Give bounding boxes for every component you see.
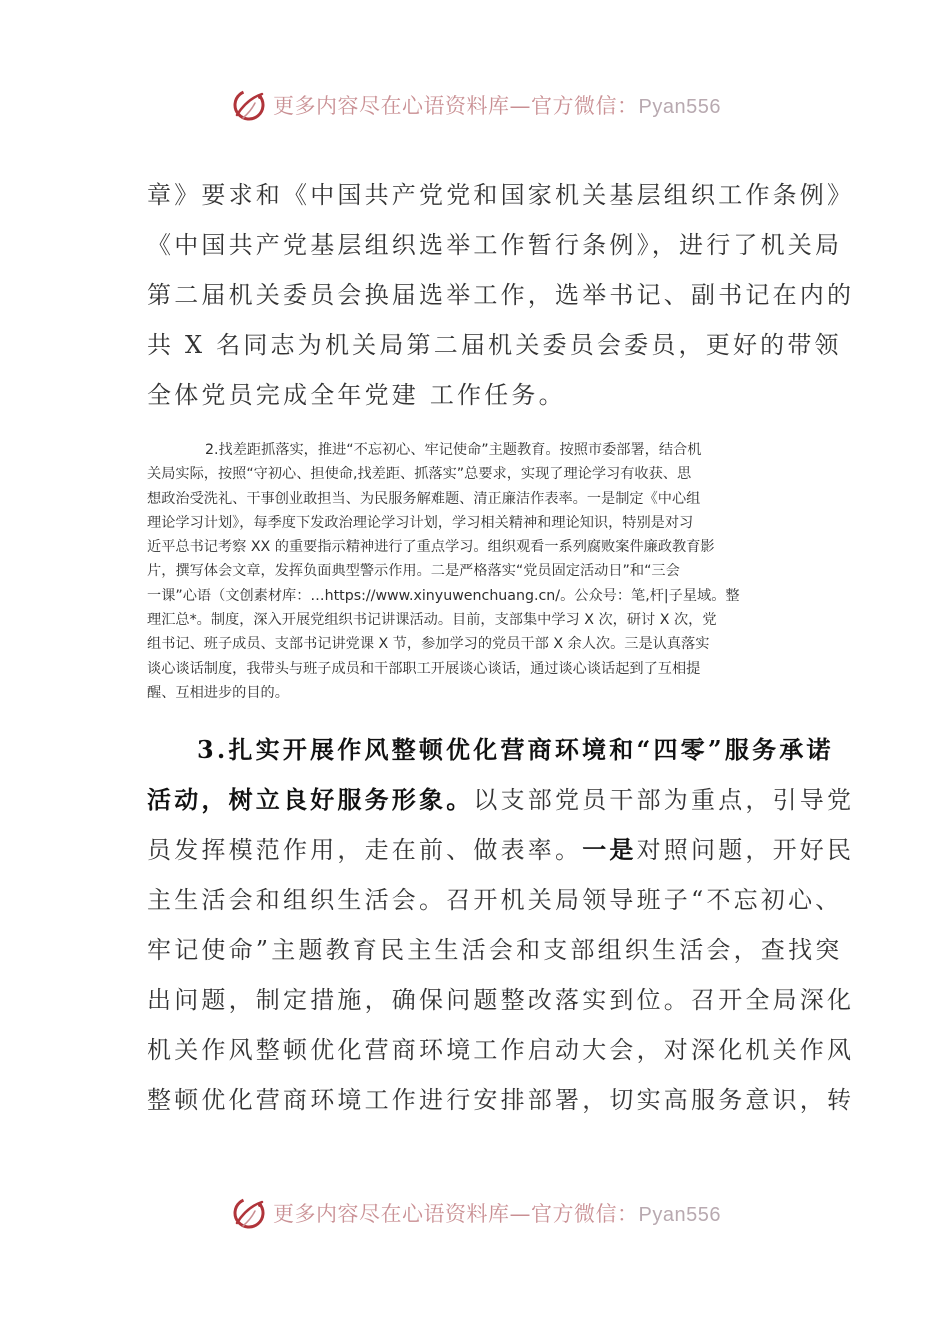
- section3-line: 整顿优化营商环境工作进行安排部署，切实高服务意识，转: [147, 1086, 855, 1114]
- section3-line: [147, 825, 855, 875]
- section2-line: 关局实际，按照“守初心、担使命,找差距、抓落实”总要求，实现了理论学习有收获、思: [147, 466, 692, 483]
- section3-paragraph: [147, 725, 855, 1125]
- section1-line: 章》要求和《中国共产党党和国家机关基层组织工作条例》: [147, 181, 855, 209]
- section2-line: 2.找差距抓落实，推进“不忘初心、牢记使命”主题教育。按照市委部署，结合机: [205, 442, 702, 458]
- section1-line: 全体党员完成全年党建 工作任务。: [147, 381, 566, 409]
- watermark-text: [273, 1198, 721, 1228]
- section2-line: 理论学习计划》，每季度下发政治理论学习计划，学习相关精神和理论知识，特别是对习: [147, 514, 694, 531]
- section2-line: 一课”心语（文创素材库：…https://www.xinyuwenchuang.cn/。公众号：笔,杆|子星域。整: [147, 587, 740, 604]
- section2-line: 醒、互相进步的目的。: [147, 684, 289, 701]
- section2-line: 理汇总*。制度，深入开展党组织书记讲课活动。目前，支部集中学习 X 次，研讨 X 次，党: [147, 612, 717, 629]
- section2-line: 组书记、班子成员、支部书记讲党课 X 节，参加学习的党员干部 X 余人次。三是认真落实: [147, 636, 710, 653]
- section2-line: 片，撰写体会文章，发挥负面典型警示作用。二是严格落实“党员固定活动日”和“三会: [147, 563, 680, 580]
- ink-brush-logo-icon: [229, 85, 269, 125]
- section3-line: 牢记使命”主题教育民主生活会和支部组织生活会，查找突: [147, 936, 843, 964]
- watermark-label: 更多内容尽在心语资料库—官方微信：: [273, 94, 639, 118]
- watermark-label: 更多内容尽在心语资料库—官方微信：: [273, 1202, 639, 1226]
- ink-brush-logo-icon: [229, 1193, 269, 1233]
- header-watermark-banner: [0, 80, 950, 130]
- section3-text: 以支部党员干部为重点，引导党: [473, 786, 855, 814]
- section3-text: 员发挥模范作用，走在前、做表率。: [147, 836, 583, 864]
- section3-line: 机关作风整顿优化营商环境工作启动大会，对深化机关作风: [147, 1036, 855, 1064]
- wechat-id: Pyan556: [638, 96, 721, 118]
- section3-line: 主生活会和组织生活会。召开机关局领导班子“不忘初心、: [147, 886, 843, 914]
- section3-heading-line: 3.扎实开展作风整顿优化营商环境和“四零”服务承诺: [197, 735, 834, 764]
- wechat-id: Pyan556: [638, 1204, 721, 1226]
- section1-paragraph: [147, 170, 855, 420]
- section1-line: 第二届机关委员会换届选举工作，选举书记、副书记在内的: [147, 281, 855, 309]
- section2-line: 谈心谈话制度，我带头与班子成员和干部职工开展谈心谈话，通过谈心谈话起到了互相提: [147, 660, 701, 677]
- section3-keyword: 一是: [582, 835, 637, 864]
- section3-heading-end: 活动，树立良好服务形象。: [147, 785, 474, 814]
- watermark-text: [273, 90, 721, 120]
- section1-line: 《中国共产党基层组织选举工作暂行条例》，进行了机关局: [147, 231, 843, 259]
- section2-line: 近平总书记考察 XX 的重要指示精神进行了重点学习。组织观看一系列腐败案件廉政教育影: [147, 539, 715, 556]
- footer-watermark-banner: [0, 1188, 950, 1238]
- section3-line: 出问题，制定措施，确保问题整改落实到位。召开全局深化: [147, 986, 855, 1014]
- section2-line: 想政治受洗礼、干事创业敢担当、为民服务解难题、清正廉洁作表率。一是制定《中心组: [147, 490, 701, 507]
- section2-paragraph: [147, 438, 807, 705]
- section3-line: [147, 775, 855, 825]
- section1-line: 共 X 名同志为机关局第二届机关委员会委员，更好的带领: [147, 331, 842, 359]
- section3-text: 对照问题，开好民: [636, 836, 855, 864]
